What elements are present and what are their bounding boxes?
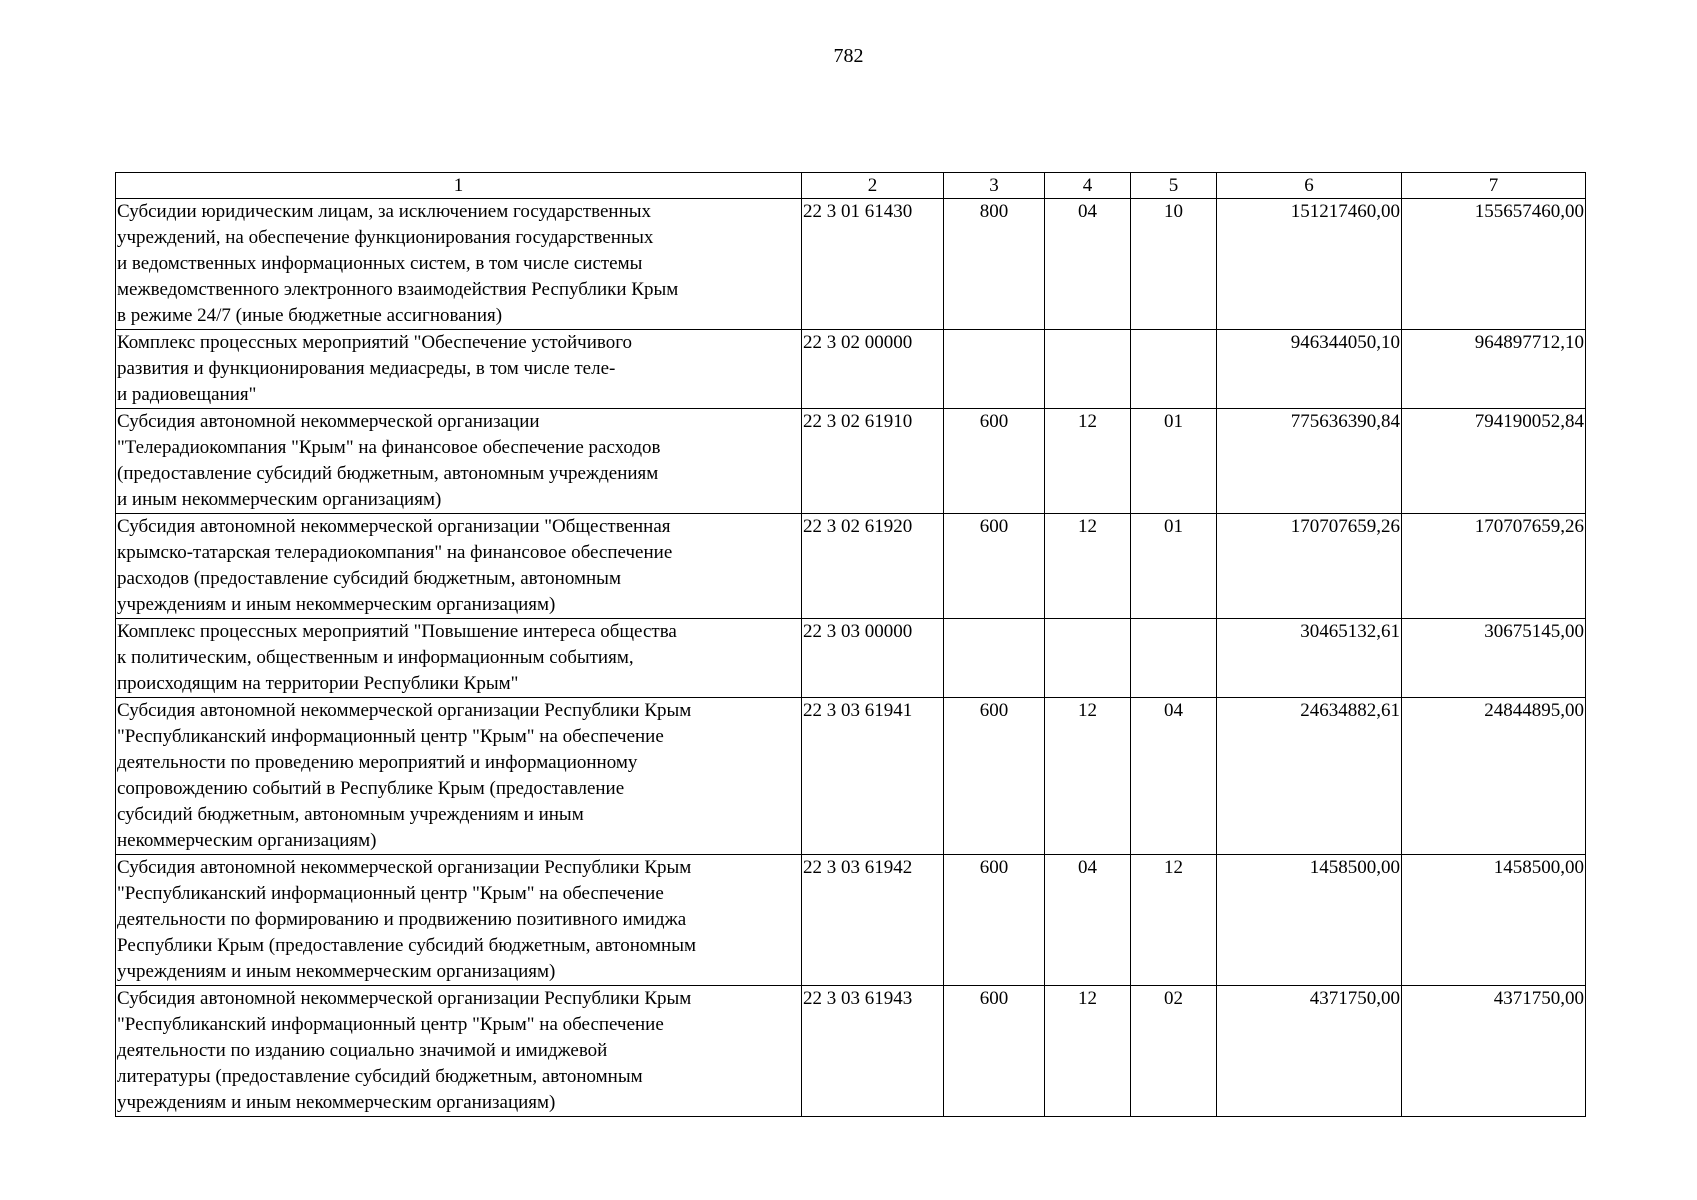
row-col-3: 600 xyxy=(944,409,1045,514)
row-col-4 xyxy=(1045,619,1131,698)
row-col-3 xyxy=(944,330,1045,409)
row-col-5: 04 xyxy=(1131,698,1217,855)
row-amount-col-6: 30465132,61 xyxy=(1217,619,1402,698)
row-col-3: 600 xyxy=(944,986,1045,1117)
row-col-4: 12 xyxy=(1045,514,1131,619)
table-row xyxy=(116,409,1586,514)
row-name: Субсидия автономной некоммерческой организации "Общественная крымско-татарская телерадиокомпания" на финансовое обеспечение расходов (предоставление субсидий бюджетным, автономным учреждениям и иным некоммерческим организациям) xyxy=(116,514,802,619)
row-col-5: 01 xyxy=(1131,514,1217,619)
row-col-4 xyxy=(1045,330,1131,409)
row-col-3: 600 xyxy=(944,698,1045,855)
header-col-5: 5 xyxy=(1131,173,1217,199)
table-row xyxy=(116,514,1586,619)
row-name: Комплекс процессных мероприятий "Повышение интереса общества к политическим, общественным и информационным событиям, происходящим на территории Республики Крым" xyxy=(116,619,802,698)
row-amount-col-6: 4371750,00 xyxy=(1217,986,1402,1117)
row-name: Комплекс процессных мероприятий "Обеспечение устойчивого развития и функционирования медиасреды, в том числе теле- и радиовещания" xyxy=(116,330,802,409)
row-amount-col-7: 1458500,00 xyxy=(1402,855,1586,986)
table-body xyxy=(116,199,1586,1117)
row-col-5: 02 xyxy=(1131,986,1217,1117)
row-col-3: 800 xyxy=(944,199,1045,330)
row-amount-col-7: 964897712,10 xyxy=(1402,330,1586,409)
row-col-5: 12 xyxy=(1131,855,1217,986)
row-col-5 xyxy=(1131,330,1217,409)
row-name: Субсидии юридическим лицам, за исключением государственных учреждений, на обеспечение функционирования государственных и ведомственных информационных систем, в том числе системы межведомственного электронного взаимодействия Республики Крым в режиме 24/7 (иные бюджетные ассигнования) xyxy=(116,199,802,330)
header-col-1: 1 xyxy=(116,173,802,199)
header-col-3: 3 xyxy=(944,173,1045,199)
row-col-4: 04 xyxy=(1045,855,1131,986)
row-code: 22 3 01 61430 xyxy=(802,199,944,330)
row-code: 22 3 03 00000 xyxy=(802,619,944,698)
row-amount-col-6: 24634882,61 xyxy=(1217,698,1402,855)
row-code: 22 3 02 61910 xyxy=(802,409,944,514)
table-row xyxy=(116,330,1586,409)
header-col-7: 7 xyxy=(1402,173,1586,199)
row-amount-col-6: 775636390,84 xyxy=(1217,409,1402,514)
row-col-4: 12 xyxy=(1045,986,1131,1117)
row-code: 22 3 02 61920 xyxy=(802,514,944,619)
row-code: 22 3 03 61941 xyxy=(802,698,944,855)
row-col-5: 10 xyxy=(1131,199,1217,330)
row-amount-col-6: 946344050,10 xyxy=(1217,330,1402,409)
table-row xyxy=(116,986,1586,1117)
header-col-4: 4 xyxy=(1045,173,1131,199)
row-code: 22 3 03 61943 xyxy=(802,986,944,1117)
row-col-5: 01 xyxy=(1131,409,1217,514)
table-row xyxy=(116,619,1586,698)
header-col-2: 2 xyxy=(802,173,944,199)
row-amount-col-7: 794190052,84 xyxy=(1402,409,1586,514)
row-amount-col-7: 24844895,00 xyxy=(1402,698,1586,855)
row-col-4: 12 xyxy=(1045,409,1131,514)
row-amount-col-7: 170707659,26 xyxy=(1402,514,1586,619)
table-header xyxy=(116,173,1586,199)
row-name: Субсидия автономной некоммерческой организации "Телерадиокомпания "Крым" на финансовое обеспечение расходов (предоставление субсидий бюджетным, автономным учреждениям и иным некоммерческим организациям) xyxy=(116,409,802,514)
row-col-3: 600 xyxy=(944,855,1045,986)
row-code: 22 3 02 00000 xyxy=(802,330,944,409)
header-col-6: 6 xyxy=(1217,173,1402,199)
header-row xyxy=(116,173,1586,199)
table-row xyxy=(116,199,1586,330)
row-amount-col-6: 1458500,00 xyxy=(1217,855,1402,986)
page-number: 782 xyxy=(833,45,864,67)
row-col-4: 12 xyxy=(1045,698,1131,855)
row-name: Субсидия автономной некоммерческой организации Республики Крым "Республиканский информационный центр "Крым" на обеспечение деятельности по формированию и продвижению позитивного имиджа Республики Крым (предоставление субсидий бюджетным, автономным учреждениям и иным некоммерческим организациям) xyxy=(116,855,802,986)
row-col-4: 04 xyxy=(1045,199,1131,330)
row-name: Субсидия автономной некоммерческой организации Республики Крым "Республиканский информационный центр "Крым" на обеспечение деятельности по изданию социально значимой и имиджевой литературы (предоставление субсидий бюджетным, автономным учреждениям и иным некоммерческим организациям) xyxy=(116,986,802,1117)
table-row xyxy=(116,698,1586,855)
table-row xyxy=(116,855,1586,986)
row-col-3 xyxy=(944,619,1045,698)
row-amount-col-7: 30675145,00 xyxy=(1402,619,1586,698)
row-amount-col-7: 4371750,00 xyxy=(1402,986,1586,1117)
row-name: Субсидия автономной некоммерческой организации Республики Крым "Республиканский информационный центр "Крым" на обеспечение деятельности по проведению мероприятий и информационному сопровождению событий в Республике Крым (предоставление субсидий бюджетным, автономным учреждениям и иным некоммерческим организациям) xyxy=(116,698,802,855)
row-amount-col-7: 155657460,00 xyxy=(1402,199,1586,330)
row-amount-col-6: 151217460,00 xyxy=(1217,199,1402,330)
row-col-5 xyxy=(1131,619,1217,698)
budget-table xyxy=(115,172,1586,1117)
row-col-3: 600 xyxy=(944,514,1045,619)
row-amount-col-6: 170707659,26 xyxy=(1217,514,1402,619)
row-code: 22 3 03 61942 xyxy=(802,855,944,986)
